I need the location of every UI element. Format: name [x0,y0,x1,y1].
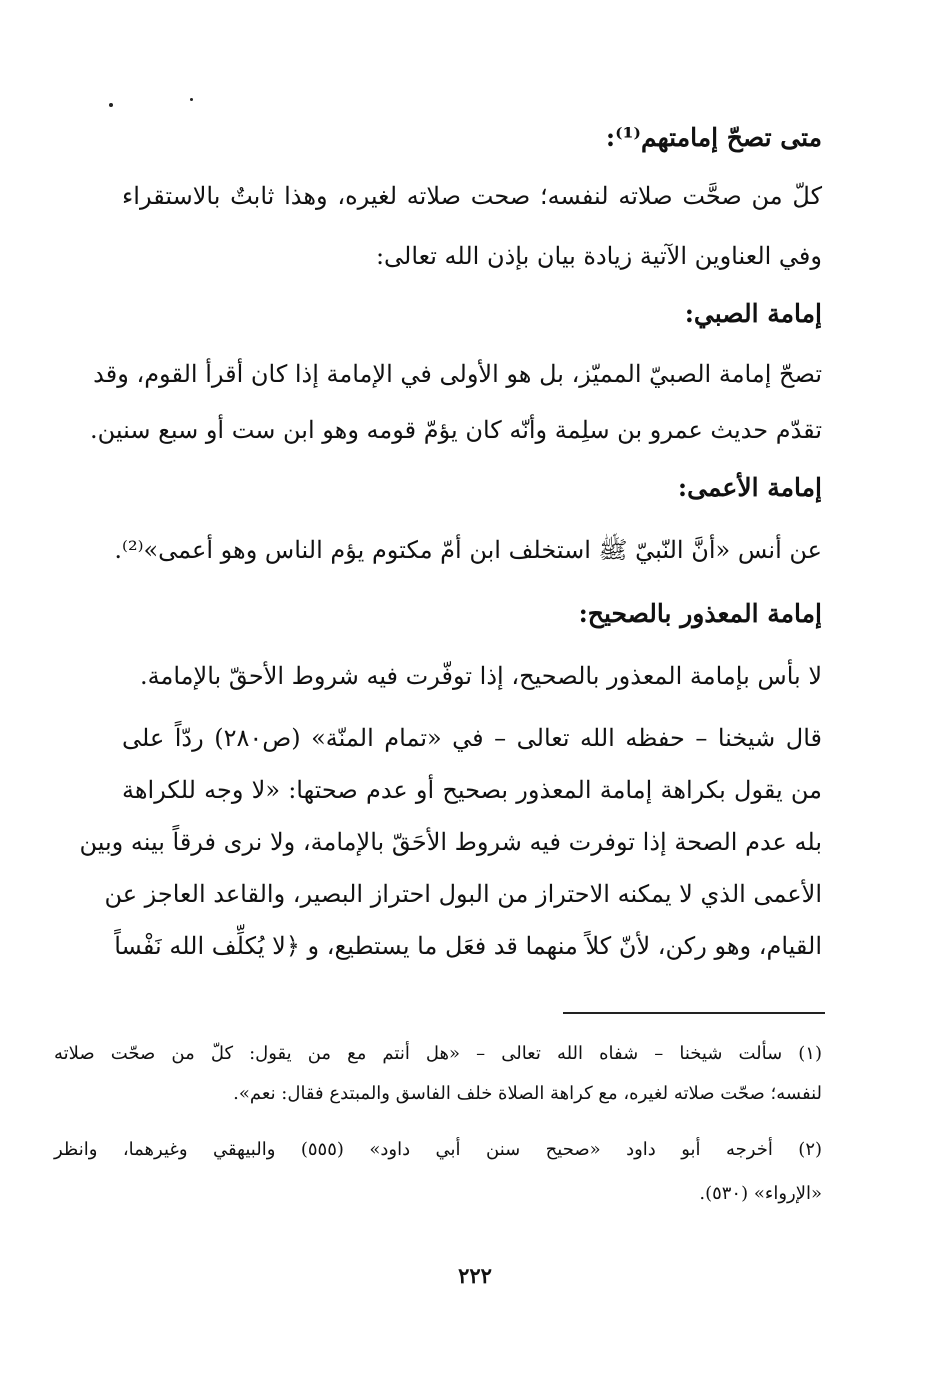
paragraph-line: وفي العناوين الآتية زيادة بيان بإذن الله تعالى: [375,242,822,270]
paragraph-line: كلّ من صحَّت صلاته لنفسه؛ صحت صلاته لغيره، وهذا ثابتٌ بالاستقراء [122,182,822,210]
page-number: ٢٢٢ [458,1263,492,1288]
heading-blind-imam: إمامة الأعمى: [677,473,822,502]
footnote-line: (٢) أخرجه أبو داود «صحيح سنن أبي داود» (٥٥٥) والبيهقي وغيرهما، وانظر [54,1139,823,1160]
footnote-line: لنفسه؛ صحّت صلاته لغيره، مع كراهة الصلاة خلف الفاسق والمبتدع فقال: نعم». [233,1083,822,1104]
heading-child-imam: إمامة الصبي: [684,299,822,328]
paragraph-line: القيام، وهو ركن، لأنّ كلاً منهما قد فعَل ما يستطيع، و ﴿لا يُكلِّف الله نَفْساً [114,932,822,960]
footnote-separator [563,1012,825,1014]
heading-excused-imam: إمامة المعذور بالصحيح: [578,599,822,628]
paragraph-line: قال شيخنا – حفظه الله تعالى – في «تمام المنّة» (ص٢٨٠) ردّاً على [122,724,822,752]
heading-imamate-validity: متى تصحّ إمامتهم⁽¹⁾: [605,123,822,152]
paragraph-line: عن أنس «أنَّ النّبيّ ﷺ استخلف ابن أمّ مكتوم يؤم الناس وهو أعمى»⁽²⁾. [114,536,822,564]
speck-mark [109,103,113,107]
paragraph-line: لا بأس بإمامة المعذور بالصحيح، إذا توفّرت فيه شروط الأحقّ بالإمامة. [140,662,822,690]
paragraph-line: الأعمى الذي لا يمكنه الاحتراز من البول احتراز البصير، والقاعد العاجز عن [104,880,822,908]
speck-mark [190,98,193,101]
footnote-line: (١) سألت شيخنا – شفاه الله تعالى – «هل أنتم مع من يقول: كلّ من صحّت صلاته [54,1043,822,1064]
paragraph-line: بله عدم الصحة إذا توفرت فيه شروط الأحَقّ بالإمامة، ولا نرى فرقاً بينه وبين [79,828,822,856]
footnote-line: «الإرواء» (٥٣٠). [699,1183,822,1204]
paragraph-line: تصحّ إمامة الصبيّ المميّز، بل هو الأولى في الإمامة إذا كان أقرأ القوم، وقد [93,360,822,388]
paragraph-line: تقدّم حديث عمرو بن سلِمة وأنّه كان يؤمّ قومه وهو ابن ست أو سبع سنين. [89,416,822,444]
paragraph-line: من يقول بكراهة إمامة المعذور بصحيح أو عدم صحتها: «لا وجه للكراهة [122,776,822,804]
